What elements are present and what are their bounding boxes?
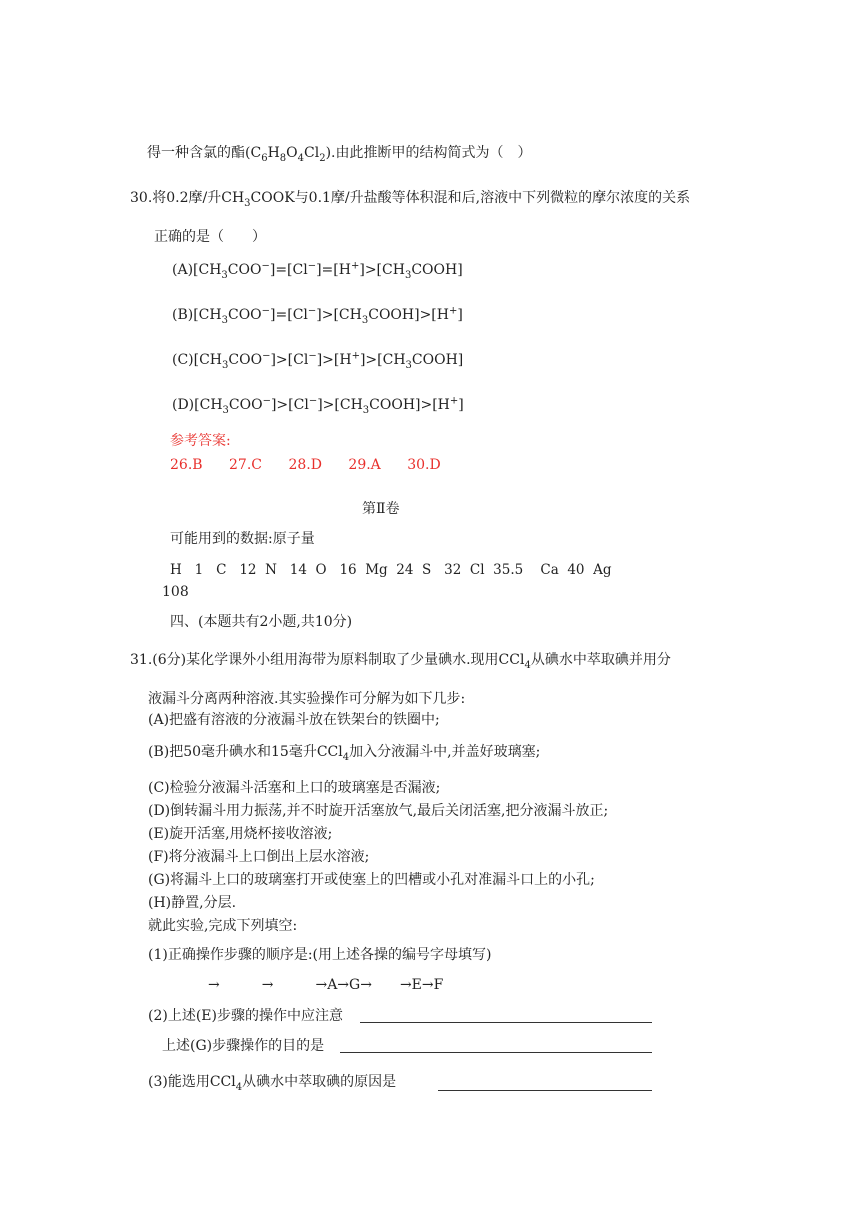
answer-item: 27.C xyxy=(229,457,262,473)
q31-step-a: (A)把盛有溶液的分液漏斗放在铁架台的铁圈中; xyxy=(148,712,440,728)
answer-blank[interactable] xyxy=(340,1052,652,1053)
q31-step-h: (H)静置,分层. xyxy=(148,895,237,911)
answer-blank[interactable] xyxy=(360,1022,652,1023)
q30-option-c: $(C)[CH_3COO^-]>[Cl^-]>[H^+]>[CH_3COOH]$ xyxy=(172,350,464,371)
q30-stem-cont: 正确的是（ ） xyxy=(154,229,266,245)
answer-heading: 参考答案: xyxy=(170,433,231,449)
q31-subq-1: (1)正确操作步骤的顺序是:(用上述各操的编号字母填写) xyxy=(148,947,492,963)
q31-stem: 31.(6分)某化学课外小组用海带为原料制取了少量碘水.现用CCl$_4$从碘水中萃取碘并用分 xyxy=(130,652,671,671)
q30-stem: 30.将0.2摩/升$CH_3COOK$与0.1摩/升盐酸等体积混和后,溶液中下列微粒的摩尔浓度的关系 xyxy=(130,190,691,209)
part-heading: 四、(本题共有2小题,共10分) xyxy=(170,614,353,630)
q31-subq-2b: 上述(G)步骤操作的目的是 xyxy=(162,1038,325,1054)
q31-step-g: (G)将漏斗上口的玻璃塞打开或使塞上的凹槽或小孔对准漏斗口上的小孔; xyxy=(148,872,595,888)
q30-option-a: $(A)[CH_3COO^-]=[Cl^-]=[H^+]>[CH_3COOH]$ xyxy=(172,260,463,281)
section-title: 第Ⅱ卷 xyxy=(362,501,400,517)
answer-list xyxy=(170,456,441,474)
atomic-masses-cont: 108 xyxy=(162,584,189,600)
q31-step-e: (E)旋开活塞,用烧杯接收溶液; xyxy=(148,826,333,842)
answer-item: 28.D xyxy=(288,457,322,473)
q31-step-c: (C)检验分液漏斗活塞和上口的玻璃塞是否漏液; xyxy=(148,780,441,796)
answer-item: 30.D xyxy=(407,457,441,473)
q31-stem-cont: 液漏斗分离两种溶液.其实验操作可分解为如下几步: xyxy=(148,691,466,707)
q30-option-d: $(D)[CH_3COO^-]>[Cl^-]>[CH_3COOH]>[H^+]$ xyxy=(172,395,464,416)
answer-blank[interactable] xyxy=(438,1090,652,1091)
answer-item: 29.A xyxy=(348,457,381,473)
q31-lead: 就此实验,完成下列填空: xyxy=(148,918,298,934)
q31-sequence: → → →A→G→ →E→F xyxy=(208,977,444,993)
q31-step-b: (B)把50毫升碘水和15毫升CCl$_4$加入分液漏斗中,并盖好玻璃塞; xyxy=(148,744,541,763)
question-fragment: 得一种含氯的酯$(C_6H_8O_4Cl_2)$.由此推断甲的结构简式为（ ） xyxy=(147,145,532,164)
q31-step-f: (F)将分液漏斗上口倒出上层水溶液; xyxy=(148,849,370,865)
data-intro: 可能用到的数据:原子量 xyxy=(170,531,315,547)
atomic-masses: H 1 C 12 N 14 O 16 Mg 24 S 32 Cl 35.5 Ca 40 Ag xyxy=(170,562,612,578)
q31-subq-3: (3)能选用CCl$_4$从碘水中萃取碘的原因是 xyxy=(148,1074,397,1093)
q30-option-b: $(B)[CH_3COO^-]=[Cl^-]>[CH_3COOH]>[H^+]$ xyxy=(172,305,463,326)
answer-item: 26.B xyxy=(170,457,203,473)
q31-step-d: (D)倒转漏斗用力振荡,并不时旋开活塞放气,最后关闭活塞,把分液漏斗放正; xyxy=(148,803,609,819)
q31-subq-2: (2)上述(E)步骤的操作中应注意 xyxy=(148,1008,343,1024)
